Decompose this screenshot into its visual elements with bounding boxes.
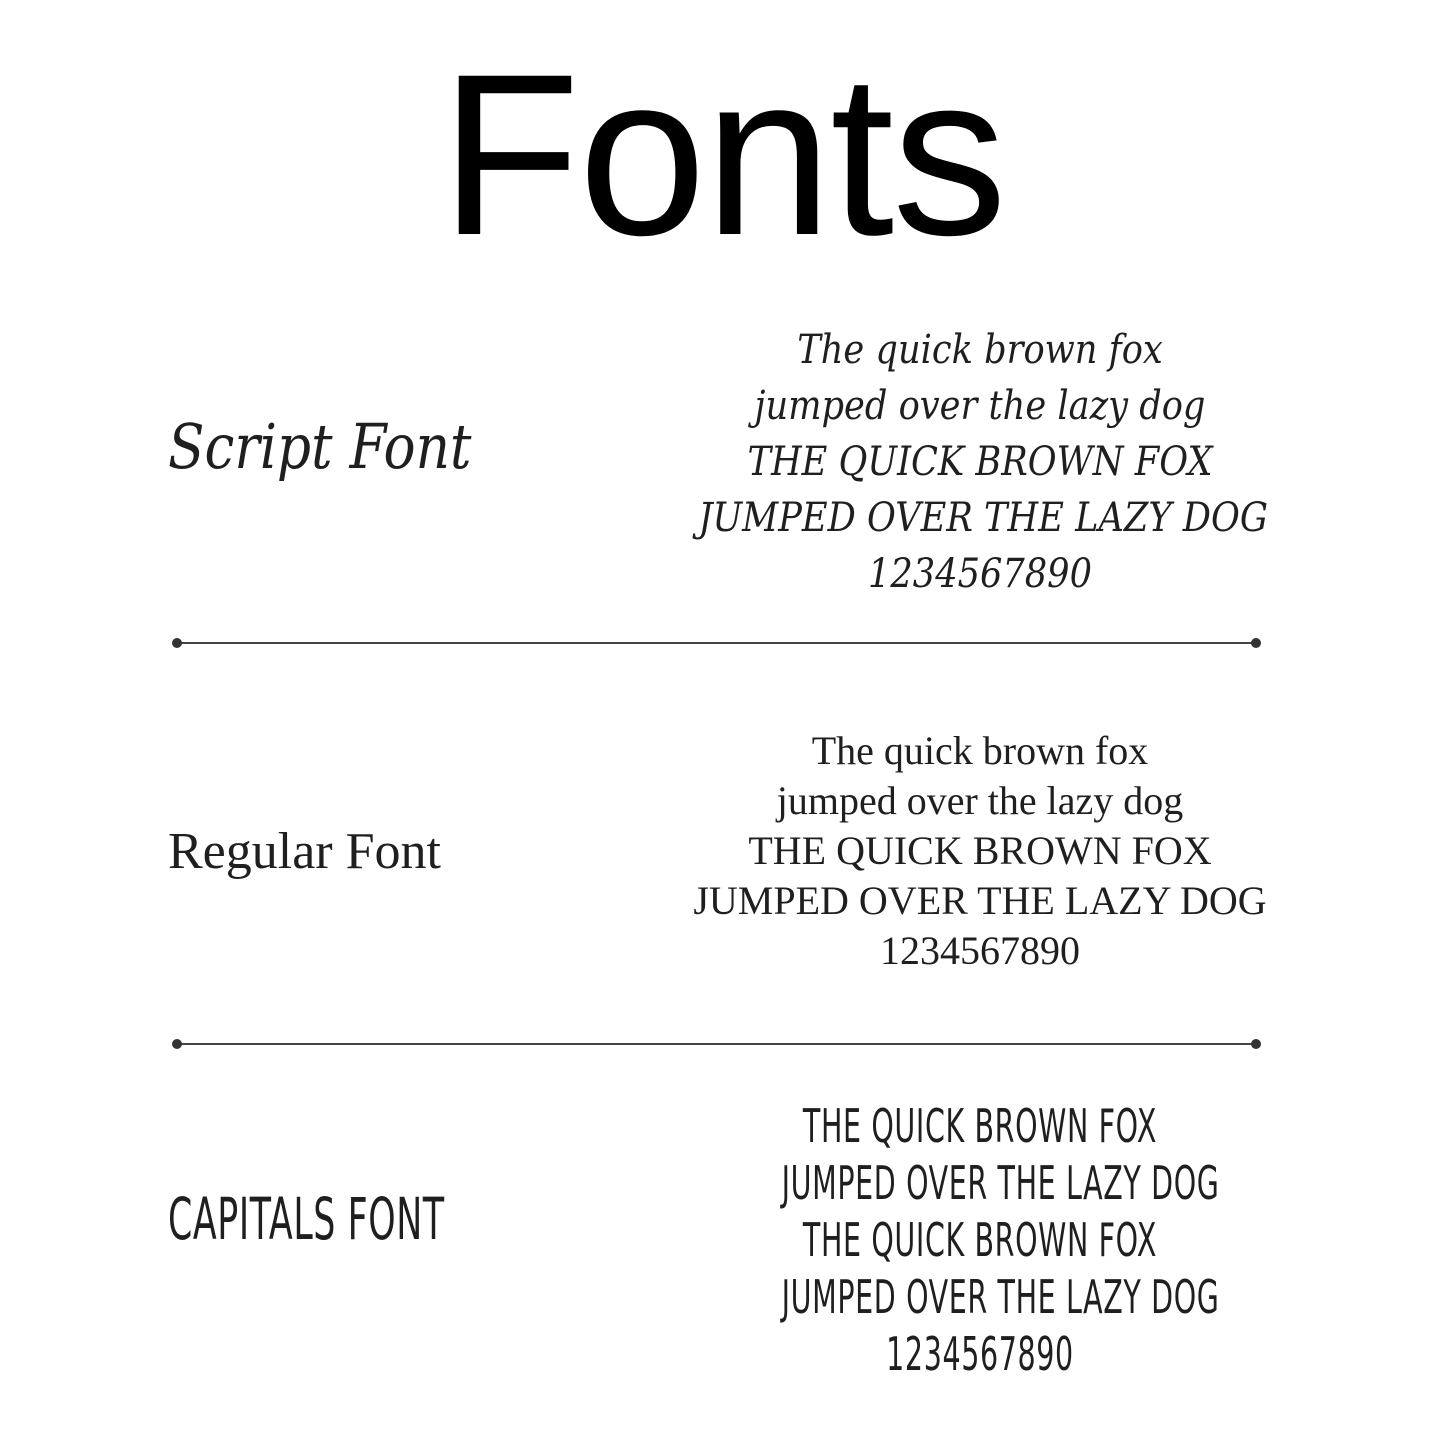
sample-line: jumped over the lazy dog (776, 778, 1184, 823)
section-divider (177, 1043, 1256, 1045)
sample-line: THE QUICK BROWN FOX (748, 828, 1212, 873)
regular-font-label: Regular Font (168, 823, 441, 880)
section-divider (177, 642, 1256, 644)
divider-dot (172, 638, 182, 648)
divider-dot (1251, 638, 1261, 648)
sample-line: 1234567890 (880, 928, 1080, 973)
sample-line: The quick brown fox (811, 728, 1149, 773)
script-font-sample (698, 322, 1268, 602)
page-title: Fonts (439, 26, 1006, 283)
sample-line: jumped over the lazy dog (754, 383, 1206, 429)
divider-dot (1251, 1039, 1261, 1049)
regular-font-sample (660, 726, 1300, 976)
sample-line: JUMPED OVER THE LAZY DOG (781, 1270, 1220, 1324)
sample-line: THE QUICK BROWN FOX (802, 1213, 1158, 1267)
sample-line: 1234567890 (886, 1327, 1074, 1381)
sample-line: THE QUICK BROWN FOX (747, 439, 1213, 485)
sample-line: THE QUICK BROWN FOX (802, 1099, 1158, 1153)
capitals-font-label: CAPITALS FONT (168, 1185, 445, 1253)
sample-line: The quick brown fox (797, 327, 1163, 373)
script-font-label: Script Font (168, 410, 472, 483)
capitals-font-sample (781, 1098, 1220, 1383)
sample-line: JUMPED OVER THE LAZY DOG (693, 878, 1267, 923)
sample-line: 1234567890 (868, 551, 1092, 597)
sample-line: JUMPED OVER THE LAZY DOG (698, 495, 1268, 541)
sample-line: JUMPED OVER THE LAZY DOG (781, 1156, 1220, 1210)
divider-dot (172, 1039, 182, 1049)
